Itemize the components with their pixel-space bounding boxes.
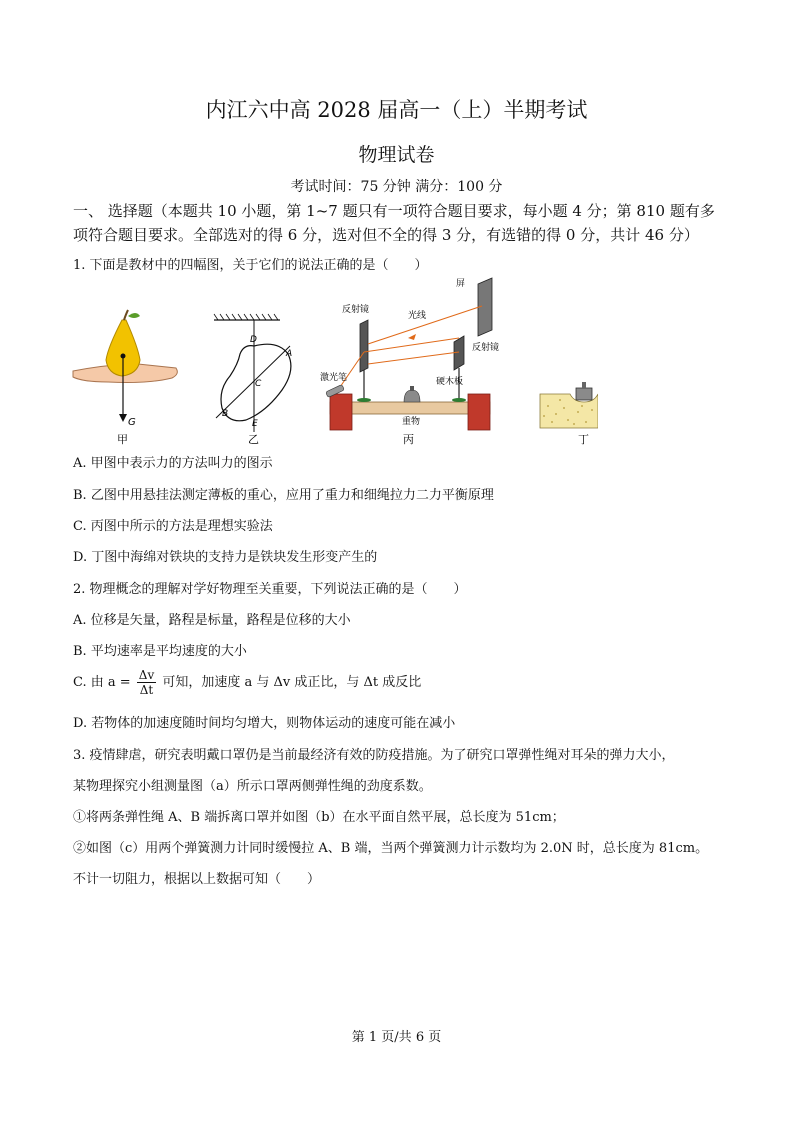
figure-ding	[540, 382, 598, 446]
fraction-denominator: Δt	[139, 683, 154, 697]
q2-option-d: D. 若物体的加速度随时间均匀增大，则物体运动的速度可能在减小	[73, 716, 456, 731]
q3-line2: 某物理探究小组测量图（a）所示口罩两侧弹性绳的劲度系数。	[73, 779, 432, 794]
label-a: A	[286, 349, 293, 359]
label-light: 光线	[408, 311, 427, 321]
exam-meta: 考试时间：75 分钟 满分：100 分	[290, 179, 503, 195]
fraction-dv-dt	[137, 668, 156, 697]
label-laser: 激光笔	[320, 373, 348, 383]
q2-option-a: A. 位移是矢量，路程是标量，路程是位移的大小	[73, 613, 351, 628]
q2-option-c-prefix: C. 由 a =	[73, 675, 135, 690]
label-mirror2: 反射镜	[472, 343, 500, 353]
q1-option-c: C. 丙图中所示的方法是理想实验法	[73, 519, 273, 534]
figure-yi	[214, 314, 292, 446]
caption-yi: 乙	[248, 433, 259, 446]
label-b: B	[222, 409, 229, 419]
q1-stem: 1. 下面是教材中的四幅图，关于它们的说法正确的是（ ）	[73, 258, 428, 273]
figure-jia	[73, 310, 177, 446]
label-d: D	[250, 335, 257, 345]
fraction-numerator: Δv	[138, 668, 155, 682]
q3-line4: ②如图（c）用两个弹簧测力计同时缓慢拉 A、B 端，当两个弹簧测力计示数均为 2.0N 时，总长度为 81cm。	[73, 841, 709, 856]
q3-line3: ①将两条弹性绳 A、B 端拆离口罩并如图（b）在水平面自然平展，总长度为 51cm；	[73, 810, 565, 825]
q1-option-a: A. 甲图中表示力的方法叫力的图示	[73, 456, 273, 471]
q3-line5: 不计一切阻力，根据以上数据可知（ ）	[73, 872, 321, 887]
caption-bing: 丙	[403, 433, 414, 446]
page-footer: 第 1 页/共 6 页	[351, 1030, 442, 1045]
section-1-instructions-line1: 一、 选择题（本题共 10 小题，第 1~7 题只有一项符合题目要求，每小题 4 分；第 810 题有多	[73, 202, 715, 220]
q2-option-c-suffix: 可知，加速度 a 与 Δv 成正比，与 Δt 成反比	[158, 675, 422, 690]
q2-option-b: B. 平均速率是平均速度的大小	[73, 644, 247, 659]
q2-option-c	[73, 668, 421, 697]
caption-ding: 丁	[578, 433, 589, 446]
section-1-instructions-line2: 项符合题目要求。全部选对的得 6 分，选对但不全的得 3 分，有选错的得 0 分，共计 46 分）	[73, 226, 699, 244]
q1-option-d: D. 丁图中海绵对铁块的支持力是铁块发生形变产生的	[73, 550, 378, 565]
q1-figures	[68, 272, 598, 450]
q1-option-b: B. 乙图中用悬挂法测定薄板的重心，应用了重力和细绳拉力二力平衡原理	[73, 488, 494, 503]
label-screen: 屏	[456, 279, 466, 289]
label-weight: 重物	[402, 417, 421, 427]
exam-title: 内江六中高 2028 届高一（上）半期考试	[205, 98, 588, 122]
exam-subtitle: 物理试卷	[358, 144, 435, 166]
q3-line1: 3. 疫情肆虐，研究表明戴口罩仍是当前最经济有效的防疫措施。为了研究口罩弹性绳对耳朵的弹力大小，	[73, 748, 675, 763]
label-c: C	[255, 379, 262, 389]
q2-stem: 2. 物理概念的理解对学好物理至关重要，下列说法正确的是（ ）	[73, 582, 467, 597]
caption-jia: 甲	[117, 433, 128, 446]
label-e: E	[252, 419, 258, 429]
label-g: G	[128, 417, 136, 428]
figure-bing	[320, 278, 499, 446]
label-mirror1: 反射镜	[342, 305, 370, 315]
label-board: 硬木板	[436, 377, 464, 387]
